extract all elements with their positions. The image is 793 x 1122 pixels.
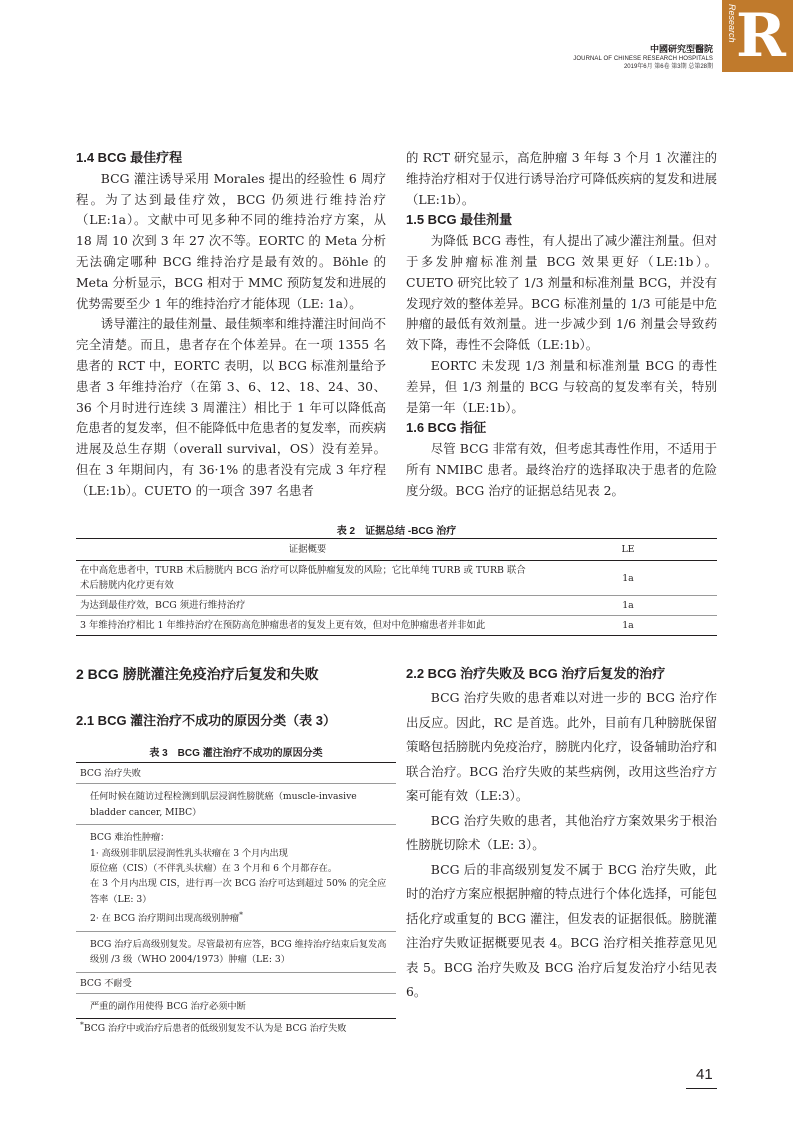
journal-logo (722, 0, 793, 72)
table-item: BCG 治疗后高级别复发。尽管最初有应答，BCG 维持治疗结束后复发高级别 /3 级（WHO 2004/1973）肿瘤（LE: 3） (76, 932, 396, 973)
table-header: LE (539, 539, 717, 561)
page-number-rule (686, 1088, 717, 1089)
logo-vertical-text: Research (727, 4, 737, 43)
heading-1-6: 1.6 BCG 指征 (406, 420, 487, 436)
table-cell: 在中高危患者中，TURB 术后膀胱内 BCG 治疗可以降低肿瘤复发的风险；它比单纯 TURB 或 TURB 联合术后膀胱内化疗更有效 (76, 561, 539, 596)
paragraph: 尽管 BCG 非常有效，但考虑其毒性作用，不适用于所有 NMIBC 患者。最终治疗的选择取决于患者的危险度分级。BCG 治疗的证据总结见表 2。 (406, 441, 717, 498)
failure-classification-table (76, 762, 396, 1019)
paragraph: 为降低 BCG 毒性，有人提出了减少灌注剂量。但对于多发肿瘤标准剂量 BCG 效果更好（LE:1b）。CUETO 研究比较了 1/3 剂量和标准剂量 BCG，并没有发现疗效的整体差异。BCG 标准剂量的 1/3 可能是中危肿瘤的最低有效剂量。进一步减少到 1/6 剂量会导致药效下降，毒性不会降低（LE:1b）。 (406, 233, 717, 353)
heading-2-1: 2.1 BCG 灌注治疗不成功的原因分类（表 3） (76, 713, 337, 728)
table-row (76, 561, 717, 596)
table-item-line: BCG 难治性肿瘤： (90, 832, 170, 844)
page-number: 41 (696, 1066, 713, 1083)
heading-1-4: 1.4 BCG 最佳疗程 (76, 150, 183, 165)
paragraph: BCG 治疗失败的患者难以对进一步的 BCG 治疗作出反应。因此，RC 是首选。此外，目前有几种膀胱保留策略包括膀胱内免疫治疗，膀胱内化疗，设备辅助治疗和联合治疗。BCG 治疗失败的某些病例，改用这些治疗方案可能有效（LE:3）。 (406, 690, 717, 803)
table3-footnote (80, 1020, 346, 1034)
table-cell-le: 1a (539, 561, 717, 596)
journal-header (573, 44, 713, 71)
paragraph: BCG 后的非高级别复发不属于 BCG 治疗失败，此时的治疗方案应根据肿瘤的特点进行个体化选择，可能包括化疗或重复的 BCG 灌注，但发表的证据很低。膀胱灌注治疗失败证据概要见表 4。BCG 治疗相关推荐意见见表 5。BCG 治疗失败及 BCG 治疗后复发治疗小结见表 6。 (406, 861, 717, 999)
journal-issue: 2019年6月 第6卷 第3期 总第28期 (623, 64, 713, 70)
footnote-marker: * (80, 1020, 84, 1029)
table-cell-le: 1a (539, 616, 717, 636)
paragraph: 诱导灌注的最佳剂量、最佳频率和维持灌注时间尚不完全清楚。而且，患者存在个体差异。在一项 1355 名患者的 RCT 中，EORTC 表明，以 BCG 标准剂量给予患者 3 年维持治疗（在第 3、6、12、18、24、30、36 个月时进行连续 3 周灌注）相比于 1 年可以降低高危患者的复发率，但不能降低中危患者的复发率，而疾病进展及总生存期（overall survival，OS）没有差异。但在 3 年期间内，有 36·1% 的患者没有完成 3 年疗程（LE:1b）。CUETO 的一项含 397 名患者 (76, 316, 386, 498)
table-item-line: 1· 高级别非肌层浸润性乳头状瘤在 3 个月内出现 (90, 847, 288, 859)
left-column (76, 148, 386, 502)
paragraph: 的 RCT 研究显示，高危肿瘤 3 年每 3 个月 1 次灌注的维持治疗相对于仅进行诱导治疗可降低疾病的复发和进展（LE:1b）。 (406, 150, 717, 207)
table-item: 任何时候在随访过程检测到肌层浸润性膀胱癌（muscle-invasive bladder cancer, MIBC） (76, 784, 396, 825)
table-item-line: 原位癌（CIS）（不伴乳头状瘤）在 3 个月和 6 个月都存在。 (90, 863, 338, 875)
table-category: BCG 不耐受 (76, 973, 396, 994)
heading-1-5: 1.5 BCG 最佳剂量 (406, 212, 513, 228)
right-column (406, 148, 717, 502)
evidence-table (76, 538, 717, 636)
table-item-text: 2· 在 BCG 治疗期间出现高级别肿瘤 (90, 913, 240, 925)
journal-name-en: JOURNAL OF CHINESE RESEARCH HOSPITALS (573, 56, 713, 62)
paragraph: EORTC 未发现 1/3 剂量和标准剂量 BCG 的毒性差异，但 1/3 剂量的 BCG 与较高的复发率有关，特别是第一年（LE:1b）。 (406, 357, 717, 415)
table-row (76, 616, 717, 636)
heading-2: 2 BCG 膀胱灌注免疫治疗后复发和失败 (76, 666, 319, 682)
table-header: 证据概要 (76, 539, 539, 561)
heading-2-2: 2.2 BCG 治疗失败及 BCG 治疗后复发的治疗 (406, 666, 666, 681)
table-item: 严重的副作用使得 BCG 治疗必须中断 (90, 1000, 246, 1012)
table-item-line (90, 907, 390, 926)
paragraph: BCG 灌注诱导采用 Morales 提出的经验性 6 周疗程。为了达到最佳疗效，BCG 仍须进行维持治疗（LE:1a）。文献中可见多种不同的维持治疗方案，从 18 周 10 次到 3 年 27 次不等。EORTC 的 Meta 分析无法确定哪种 BCG 维持治疗是最有效的。Böhle 的 Meta 分析显示，BCG 相对于 MMC 预防复发和进展的优势需要至少 1 年的维持治疗才能体现（LE: 1a）。 (76, 170, 386, 311)
table2-caption: 表 2 证据总结 -BCG 治疗 (336, 526, 457, 537)
paragraph: BCG 治疗失败的患者，其他治疗方案效果劣于根治性膀胱切除术（LE: 3）。 (406, 812, 717, 852)
table-cell: 为达到最佳疗效，BCG 须进行维持治疗 (76, 596, 539, 616)
table-row (76, 596, 717, 616)
table-item-line: 在 3 个月内出现 CIS，进行再一次 BCG 治疗可达到超过 50% 的完全应答率（LE: 3） (90, 878, 387, 905)
table-category: BCG 治疗失败 (76, 763, 396, 784)
table-cell-le: 1a (539, 596, 717, 616)
right-column-lower (406, 662, 717, 1005)
table-cell: 3 年维持治疗相比 1 年维持治疗在预防高危肿瘤患者的复发上更有效，但对中危肿瘤患者并非如此 (76, 616, 539, 636)
table-item (76, 825, 396, 932)
footnote-text: BCG 治疗中或治疗后患者的低级别复发不认为是 BCG 治疗失败 (83, 1023, 347, 1035)
journal-name-cn: 中國研究型醫院 (649, 44, 713, 54)
logo-letter: R (736, 1, 786, 71)
footnote-marker: * (239, 910, 243, 920)
table3-caption: 表 3 BCG 灌注治疗不成功的原因分类 (149, 748, 323, 759)
